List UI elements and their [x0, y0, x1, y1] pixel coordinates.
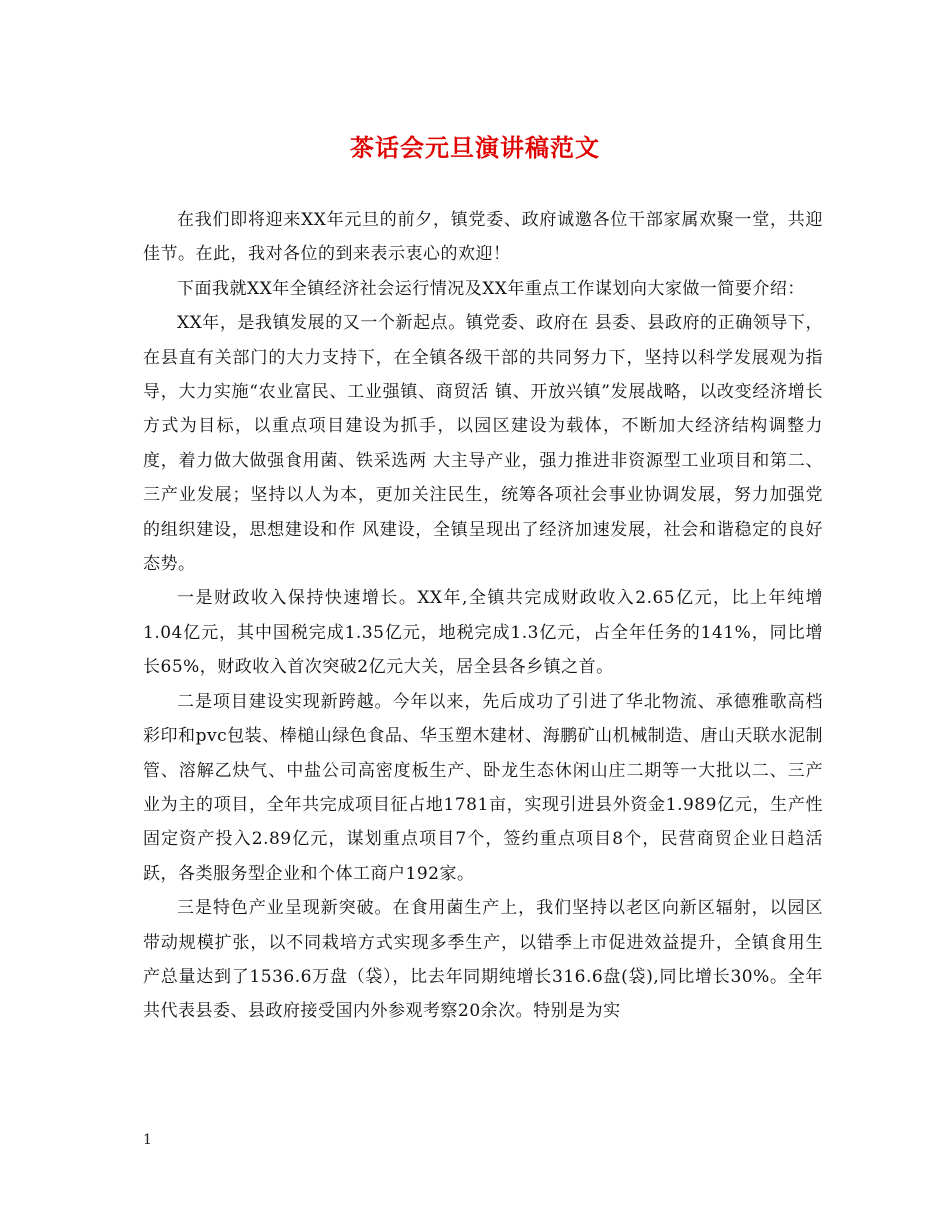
- document-body: [143, 203, 823, 1029]
- paragraph-finance: 一是财政收入保持快速增长。XX年,全镇共完成财政收入2.65亿元，比上年纯增1.04亿元，其中国税完成1.35亿元，地税完成1.3亿元，占全年任务的141%，同比增长65%，财政收入首次突破2亿元大关，居全县各乡镇之首。: [143, 588, 823, 678]
- paragraph-industry: 三是特色产业呈现新突破。在食用菌生产上，我们坚持以老区向新区辐射，以园区带动规模扩张，以不同栽培方式实现多季生产，以错季上市促进效益提升，全镇食用生产总量达到了1536.6万盘（袋），比去年同期纯增长316.6盘(袋),同比增长30%。全年共代表县委、县政府接受国内外参观考察20余次。特别是为实: [143, 898, 823, 1022]
- page-number: 1: [143, 1132, 152, 1148]
- document-title: 茶话会元旦演讲稿范文: [350, 133, 600, 162]
- paragraph-introduction: 下面我就XX年全镇经济社会运行情况及XX年重点工作谋划向大家做一简要介绍：: [177, 278, 805, 299]
- paragraph-overview: XX年，是我镇发展的又一个新起点。镇党委、政府在 县委、县政府的正确领导下，在县直有关部门的大力支持下，在全镇各级干部的共同努力下，坚持以科学发展观为指导，大力实施“农业富民、工业强镇、商贸活 镇、开放兴镇”发展战略，以改变经济增长方式为目标，以重点项目建设为抓手，以园区建设为载体，不断加大经济结构调整力度，着力做大做强食用菌、铁采选两 大主导产业，强力推进非资源型工业项目和第二、三产业发展；坚持以人为本，更加关注民生，统筹各项社会事业协调发展，努力加强党的组织建设，思想建设和作 风建设，全镇呈现出了经济加速发展，社会和谐稳定的良好态势。: [143, 313, 823, 575]
- paragraph-greeting: 在我们即将迎来XX年元旦的前夕，镇党委、政府诚邀各位干部家属欢聚一堂，共迎佳节。在此，我对各位的到来表示衷心的欢迎！: [143, 210, 823, 265]
- paragraph-projects: 二是项目建设实现新跨越。今年以来，先后成功了引进了华北物流、承德雅歌高档彩印和pvc包装、棒槌山绿色食品、华玉塑木建材、海鹏矿山机械制造、唐山天联水泥制管、溶解乙炔气、中盐公司高密度板生产、卧龙生态休闲山庄二期等一大批以二、三产业为主的项目，全年共完成项目征占地1781亩，实现引进县外资金1.989亿元，生产性固定资产投入2.89亿元，谋划重点项目7个，签约重点项目8个，民营商贸企业日趋活跃，各类服务型企业和个体工商户192家。: [143, 691, 823, 884]
